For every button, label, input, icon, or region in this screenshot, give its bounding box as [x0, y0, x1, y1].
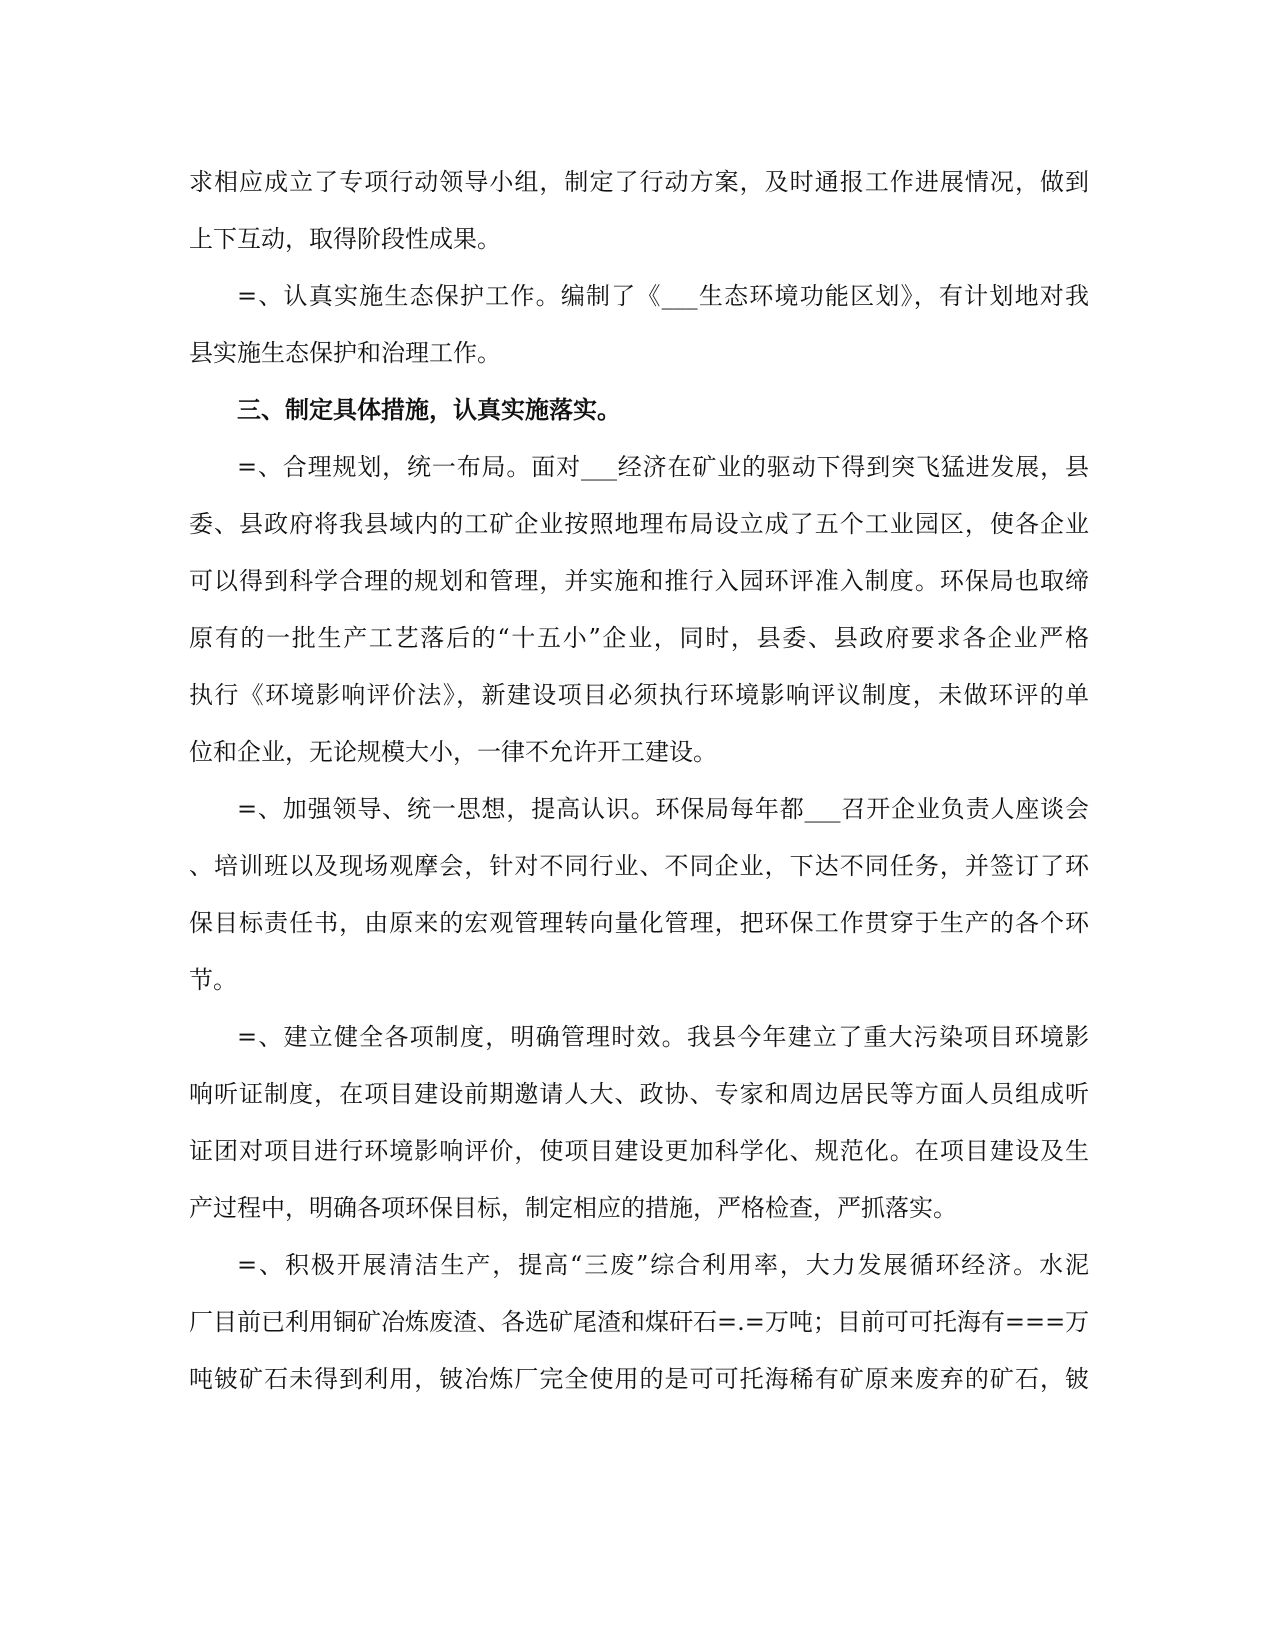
section-heading: 三、制定具体措施，认真实施落实。: [237, 395, 621, 424]
text-line: 产过程中，明确各项环保目标，制定相应的措施，严格检查，严抓落实。: [189, 1194, 957, 1222]
paragraph-first-line: =、加强领导、统一思想，提高认识。环保局每年都___召开企业负责人座谈会: [237, 795, 1089, 823]
text-line: 、培训班以及现场观摩会，针对不同行业、不同企业，下达不同任务，并签订了环: [189, 852, 1089, 880]
text-line: 求相应成立了专项行动领导小组，制定了行动方案，及时通报工作进展情况，做到: [189, 168, 1089, 196]
paragraph-first-line: =、建立健全各项制度，明确管理时效。我县今年建立了重大污染项目环境影: [237, 1023, 1089, 1051]
paragraph-first-line: =、合理规划，统一布局。面对___经济在矿业的驱动下得到突飞猛进发展，县: [237, 453, 1089, 481]
text-line: 可以得到科学合理的规划和管理，并实施和推行入园环评准入制度。环保局也取缔: [189, 567, 1089, 595]
text-line: 执行《环境影响评价法》，新建设项目必须执行环境影响评议制度，未做环评的单: [189, 681, 1089, 709]
text-line: 委、县政府将我县域内的工矿企业按照地理布局设立成了五个工业园区，使各企业: [189, 510, 1089, 538]
text-line: 响听证制度，在项目建设前期邀请人大、政协、专家和周边居民等方面人员组成听: [189, 1080, 1089, 1108]
text-line: 保目标责任书，由原来的宏观管理转向量化管理，把环保工作贯穿于生产的各个环: [189, 909, 1089, 937]
text-line: 证团对项目进行环境影响评价，使项目建设更加科学化、规范化。在项目建设及生: [189, 1137, 1089, 1165]
text-line: 吨铍矿石未得到利用，铍冶炼厂完全使用的是可可托海稀有矿原来废弃的矿石，铍: [189, 1365, 1089, 1393]
text-line: 位和企业，无论规模大小，一律不允许开工建设。: [189, 738, 717, 766]
text-line: 原有的一批生产工艺落后的“十五小”企业，同时，县委、县政府要求各企业严格: [189, 624, 1089, 652]
text-line: 厂目前已利用铜矿冶炼废渣、各选矿尾渣和煤矸石=.=万吨；目前可可托海有===万: [189, 1308, 1089, 1336]
text-line: 节。: [189, 966, 237, 994]
text-line: 上下互动，取得阶段性成果。: [189, 225, 501, 253]
paragraph-first-line: =、认真实施生态保护工作。编制了《___生态环境功能区划》，有计划地对我: [237, 282, 1089, 310]
text-line: 县实施生态保护和治理工作。: [189, 339, 501, 367]
paragraph-first-line: =、积极开展清洁生产，提高“三废”综合利用率，大力发展循环经济。水泥: [237, 1251, 1089, 1279]
